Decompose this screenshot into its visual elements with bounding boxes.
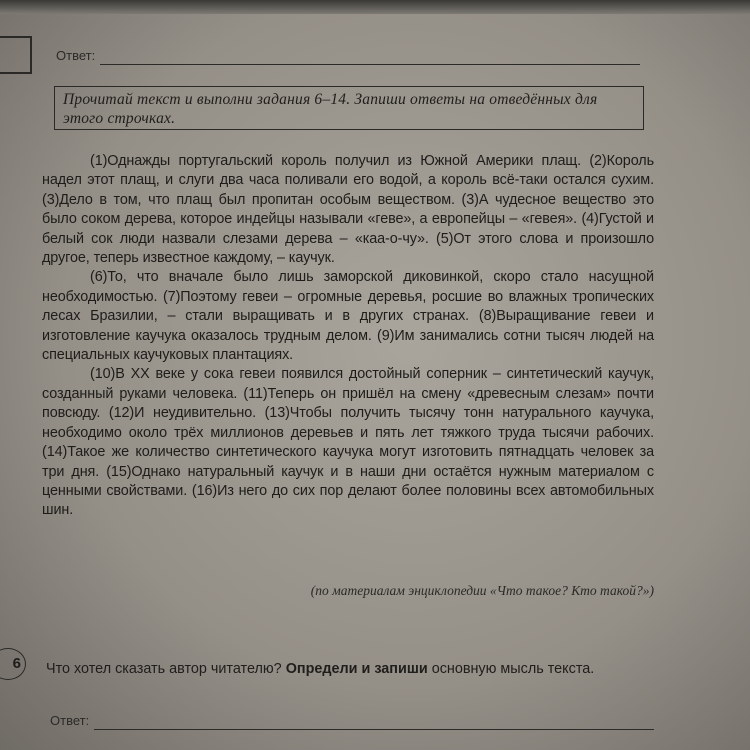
question-number-badge: 6 bbox=[0, 648, 26, 680]
paragraph-1: (1)Однажды португальский король получил из Южной Америки плащ. (2)Король надел этот плащ, и слуги два часа поливали его водой, а король всё-таки остался сухим. (3)Дело в том, что плащ был пропитан особым веществом. (3)А чудесное вещество это было соком дерева, которое индейцы называли «геве», а европейцы – «гевея». (4)Густой и белый сок люди назвали слезами дерева – «каа-о-чу». (5)От этого слова и произошло другое, теперь известное каждому, – каучук. bbox=[42, 153, 654, 267]
answer-line-bottom[interactable] bbox=[94, 729, 654, 730]
question-prefix: Что хотел сказать автор читателю? bbox=[46, 661, 282, 677]
question-6-text bbox=[46, 660, 666, 679]
answer-label-top: Ответ: bbox=[56, 48, 96, 63]
paragraph-2: (6)То, что вначале было лишь заморской диковинкой, скоро стало насущной необходимостью. (7)Поэтому гевеи – огромные деревья, росшие во влажных тропических лесах Бразилии, – стали выращивать и в других странах. (8)Выращивание гевеи и изготовление каучука оказалось трудным делом. (9)Им занимались сотни тысяч людей на специальных каучуковых плантациях. bbox=[42, 269, 654, 364]
answer-line-top[interactable] bbox=[100, 64, 640, 65]
paragraph-3: (10)В XX веке у сока гевеи появился достойный соперник – синтетический каучук, созданный руками человека. (11)Теперь он пришёл на смену «древесным слезам» почти повсюду. (12)И неудивительно. (13)Чтобы получить тысячу тонн натурального каучука, необходимо около трёх миллионов деревьев и пять лет тяжкого труда тысячи рабочих. (14)Такое же количество синтетического каучука могут изготовить пятнадцать человек за три дня. (15)Однако натуральный каучук и в наши дни остаётся нужным материалом с ценными свойствами. (16)Из него до сих пор делают более половины всех автомобильных шин. bbox=[42, 366, 654, 519]
reading-text bbox=[42, 152, 654, 521]
text-source: (по материалам энциклопедии «Что такое? Кто такой?») bbox=[310, 583, 654, 598]
answer-label-bottom: Ответ: bbox=[50, 713, 90, 728]
page-top-edge bbox=[0, 0, 750, 14]
question-suffix: основную мысль текста. bbox=[431, 661, 595, 677]
task-instruction-box: Прочитай текст и выполни задания 6–14. Запиши ответы на отведённых для этого строчках. bbox=[54, 86, 644, 130]
task-score-box bbox=[0, 36, 32, 74]
question-bold-instruction: Определи и запиши bbox=[285, 661, 428, 677]
